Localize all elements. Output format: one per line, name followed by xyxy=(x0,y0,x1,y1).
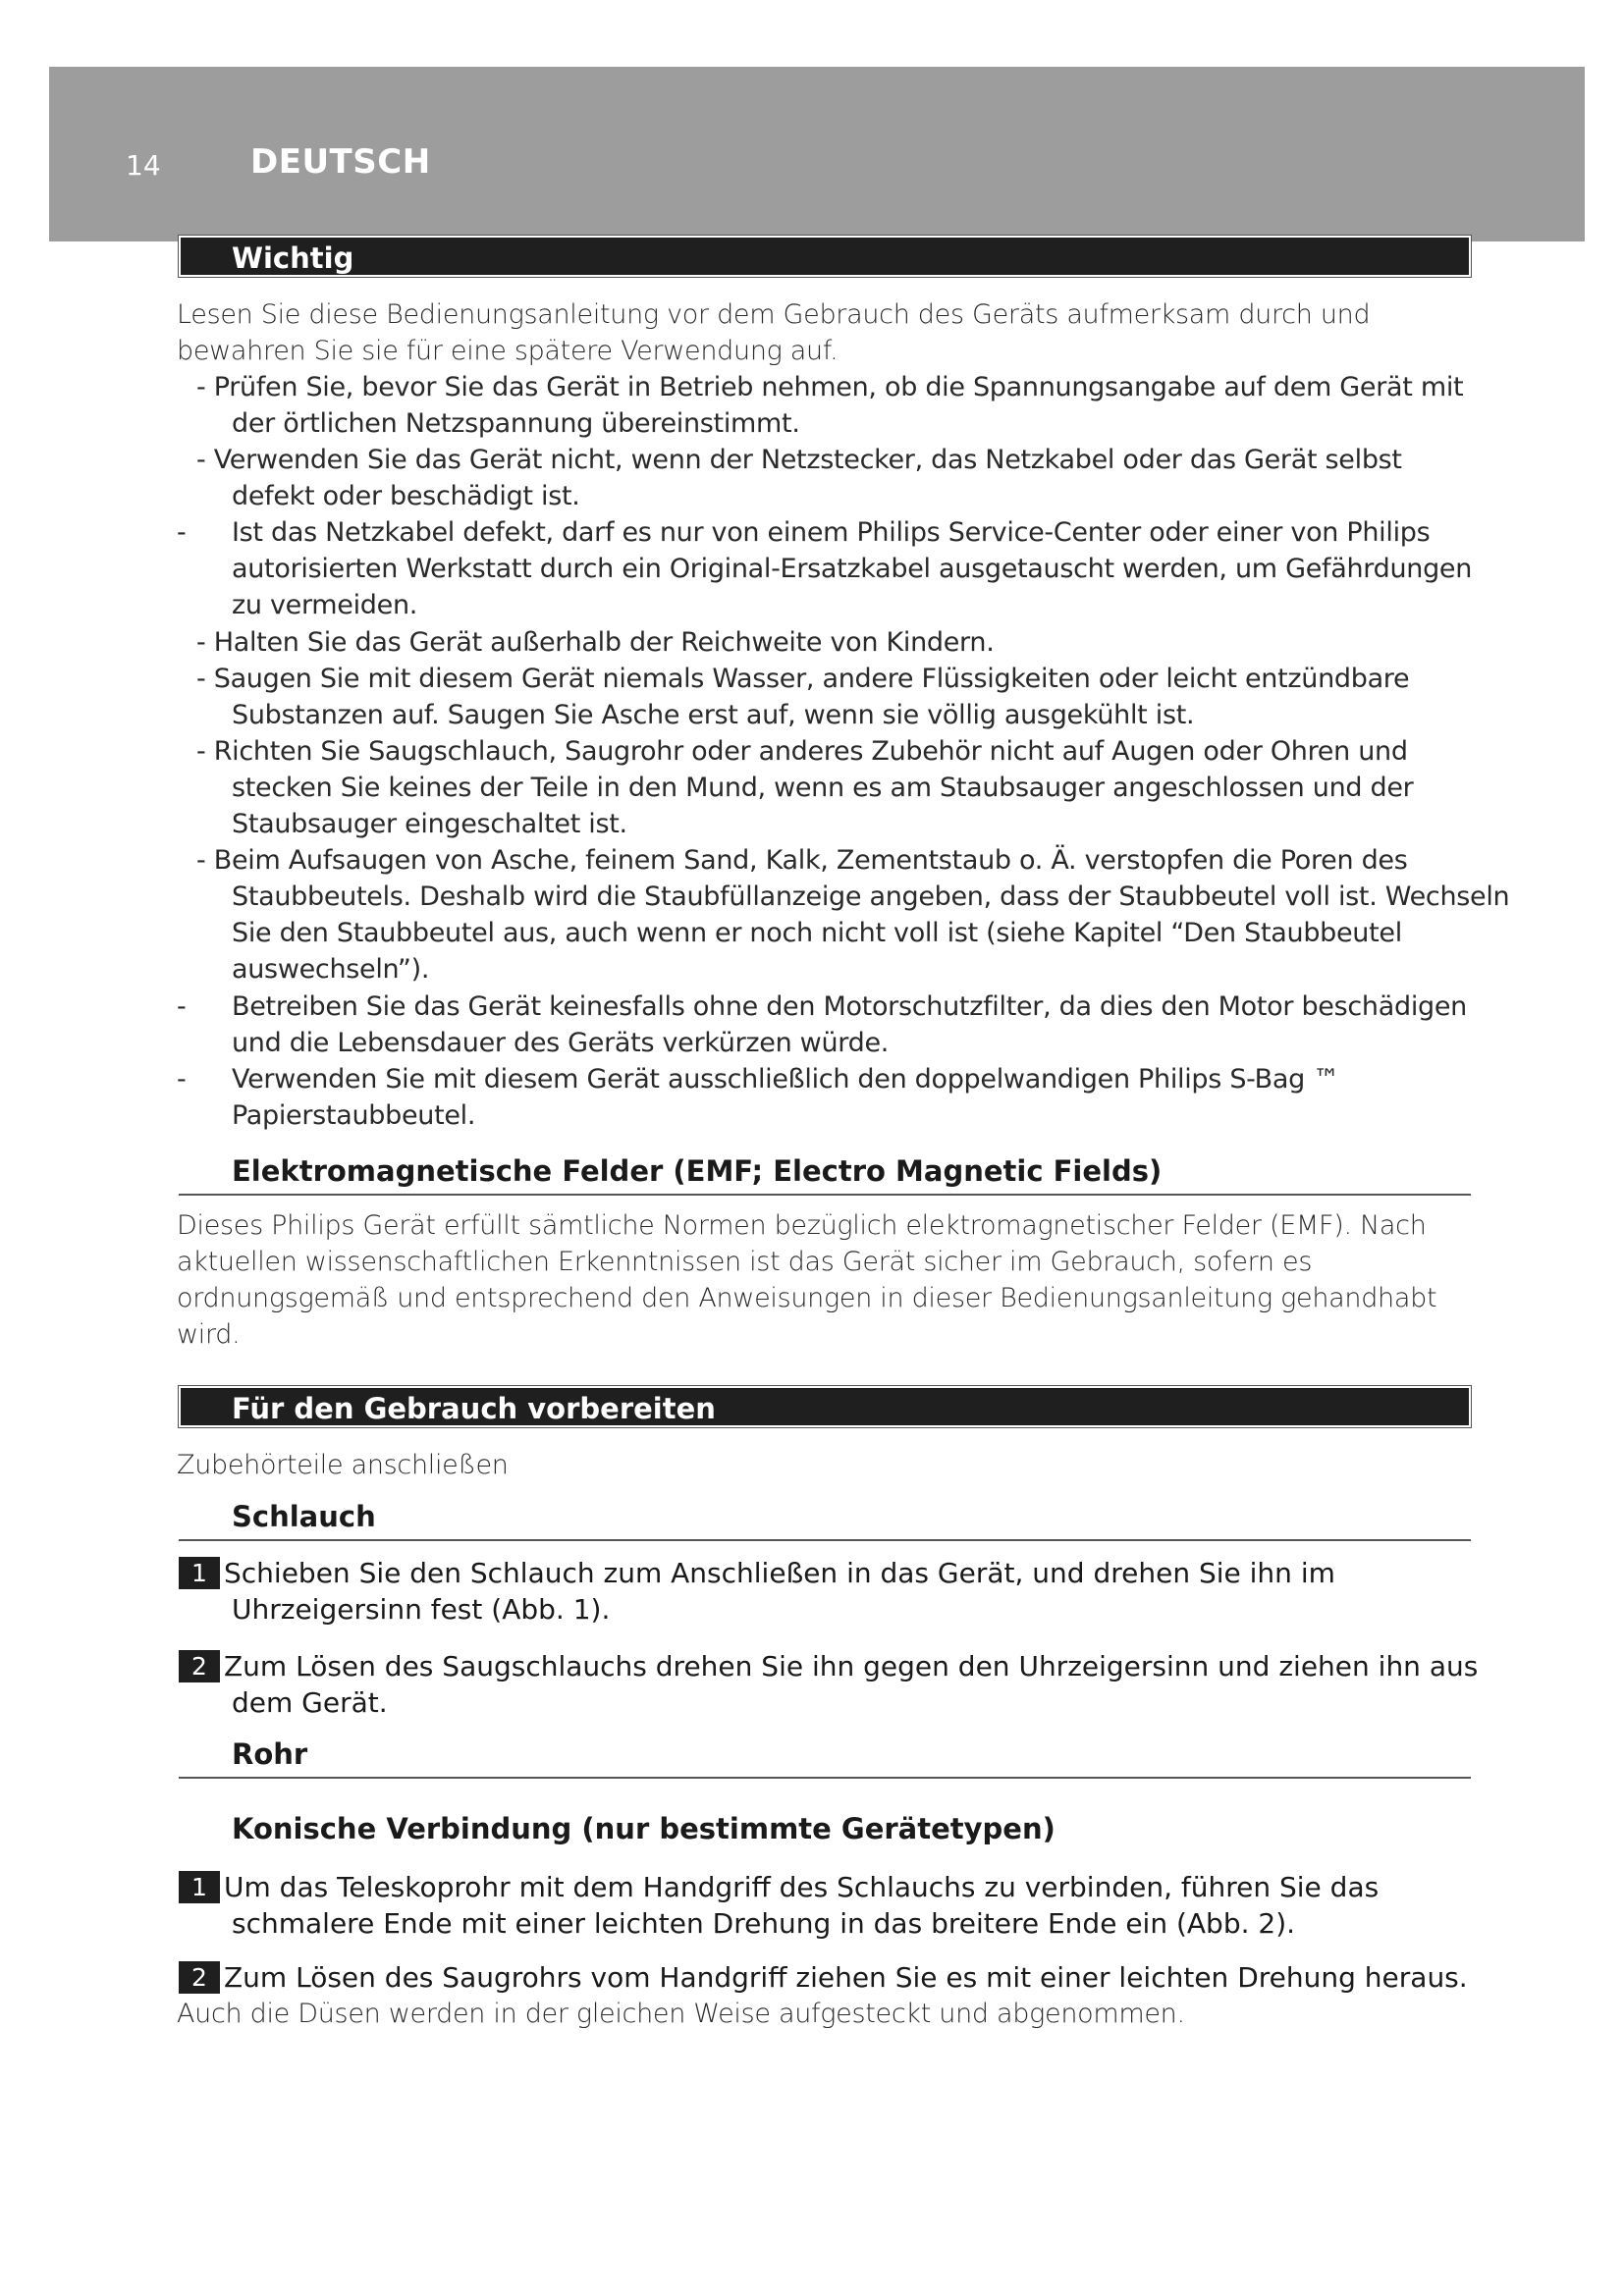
step-number: 1 xyxy=(179,1557,220,1589)
step-number: 1 xyxy=(179,1871,220,1903)
divider xyxy=(179,1777,1471,1779)
bullet-item: - Beim Aufsaugen von Asche, feinem Sand, Kalk, Zementstaub o. Ä. verstopfen die Poren des Staubbeutels. Deshalb wird die Staubfüllanzeige angeben, dass der Staubbeutel voll ist. Wechseln Sie den Staubbeutel aus, auch wenn er noch nicht voll ist (siehe Kapitel “Den Staubbeutel auswechseln”). xyxy=(196,845,1510,985)
subhead-conical: Konische Verbindung (nur bestimmte Gerätetypen) xyxy=(232,1812,1056,1845)
section-bar-important xyxy=(179,236,1471,277)
section-bar-prepare xyxy=(179,1386,1471,1427)
language-title: DEUTSCH xyxy=(250,142,431,182)
bullet-item: - Saugen Sie mit diesem Gerät niemals Wasser, andere Flüssigkeiten oder leicht entzündbare Substanzen auf. Saugen Sie Asche erst auf, wenn sie völlig ausgekühlt ist. xyxy=(196,664,1410,730)
bullet-item: - Prüfen Sie, bevor Sie das Gerät in Betrieb nehmen, ob die Spannungsangabe auf dem Gerät mit der örtlichen Netzspannung übereinstimmt. xyxy=(196,372,1464,439)
tube-note: Auch die Düsen werden in der gleichen Weise aufgesteckt und abgenommen. xyxy=(177,1999,1185,2029)
bullet-item: - Verwenden Sie mit diesem Gerät ausschließlich den doppelwandigen Philips S-Bag ™ Papierstaubbeutel. xyxy=(177,1064,1339,1131)
bullet-item: - Betreiben Sie das Gerät keinesfalls ohne den Motorschutzfilter, da dies den Motor beschädigen und die Lebensdauer des Geräts verkürzen würde. xyxy=(177,991,1467,1058)
bullet-item: - Halten Sie das Gerät außerhalb der Reichweite von Kindern. xyxy=(196,627,995,658)
step-number: 2 xyxy=(179,1961,220,1994)
bullet-item: - Richten Sie Saugschlauch, Saugrohr oder anderes Zubehör nicht auf Augen oder Ohren und stecken Sie keines der Teile in den Mund, wenn es am Staubsauger angeschlossen und der Staubsauger eingeschaltet ist. xyxy=(196,736,1414,839)
step-number: 2 xyxy=(179,1650,220,1682)
subhead-emf: Elektromagnetische Felder (EMF; Electro Magnetic Fields) xyxy=(232,1154,1163,1188)
bullet-item: - Verwenden Sie das Gerät nicht, wenn der Netzstecker, das Netzkabel oder das Gerät selbst defekt oder beschädigt ist. xyxy=(196,445,1402,511)
important-intro: Lesen Sie diese Bedienungsanleitung vor dem Gebrauch des Geräts aufmerksam durch und bewahren Sie sie für eine spätere Verwendung auf. xyxy=(177,299,1371,366)
subhead-hose: Schlauch xyxy=(232,1500,376,1533)
section-title-prepare: Für den Gebrauch vorbereiten xyxy=(232,1392,716,1425)
divider xyxy=(179,1539,1471,1541)
bullet-item: - Ist das Netzkabel defekt, darf es nur von einem Philips Service-Center oder einer von Philips autorisierten Werkstatt durch ein Original-Ersatzkabel ausgetauscht werden, um Gefährdungen zu vermeiden. xyxy=(177,517,1473,620)
page-number: 14 xyxy=(126,149,161,182)
emf-text: Dieses Philips Gerät erfüllt sämtliche Normen bezüglich elektromagnetischer Felder (EMF). Nach aktuellen wissenschaftlichen Erkenntnissen ist das Gerät sicher im Gebrauch, sofern es ordnungsgemäß und entsprechend den Anweisungen in dieser Bedienungsanleitung gehandhabt wird. xyxy=(177,1210,1437,1350)
prepare-intro: Zubehörteile anschließen xyxy=(177,1450,509,1480)
subhead-tube: Rohr xyxy=(232,1737,308,1771)
section-title-important: Wichtig xyxy=(232,241,354,275)
divider xyxy=(179,1194,1471,1196)
